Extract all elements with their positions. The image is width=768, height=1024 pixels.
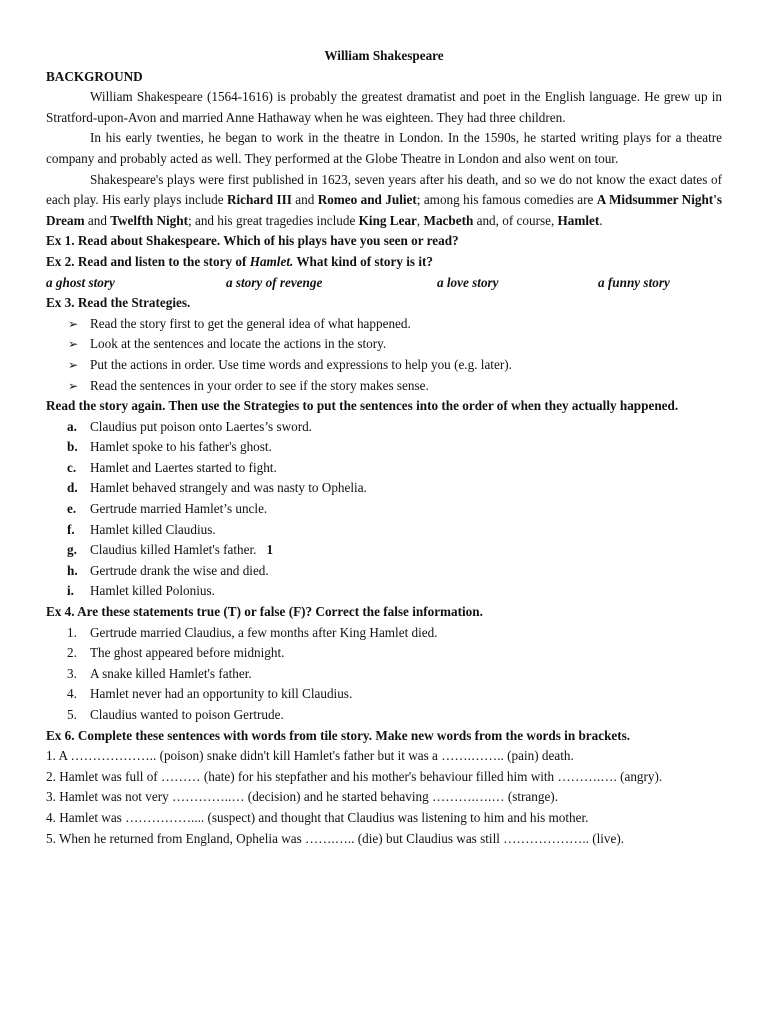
exercise-2-heading: [46, 252, 722, 273]
text: Ex 2. Read and listen to the story of: [46, 253, 250, 269]
text: What kind of story is it?: [293, 253, 433, 269]
sentence-marker: e.: [67, 501, 77, 517]
statement-marker: 4.: [67, 686, 77, 702]
statement-marker: 5.: [67, 707, 77, 722]
sentence-marker: i.: [67, 583, 74, 599]
statements-list: [46, 623, 722, 726]
sentence-marker: d.: [67, 480, 78, 496]
play-title: King Lear: [358, 212, 417, 228]
sentence-marker: g.: [67, 542, 77, 558]
exercise-3-instruction: Read the story again. Then use the Strategies to put the sentences into the order of when they actually happened.: [46, 398, 679, 414]
text: ,: [416, 212, 424, 228]
document-title: William Shakespeare: [324, 48, 444, 63]
sentence-item: [67, 520, 722, 541]
text: and: [84, 212, 111, 228]
strategy-item: ➢ Look at the sentences and locate the actions in the story.: [68, 334, 722, 355]
play-title: Hamlet.: [249, 253, 294, 269]
sentence-marker: b.: [67, 439, 78, 455]
text: Shakespeare's plays were first published in 1623, seven years after his death, and so we do not know the exact dates of each play. His early plays include: [46, 171, 722, 208]
strategy-item: ➢ Put the actions in order. Use time words and expressions to help you (e.g. later).: [68, 355, 722, 376]
strategies-list: [46, 314, 722, 396]
play-title: Hamlet: [557, 212, 600, 228]
sentence-text: Hamlet spoke to his father's ghost.: [90, 439, 272, 455]
sentence-marker: f.: [67, 521, 75, 537]
text: ; and his great tragedies include: [188, 212, 359, 228]
sentence-item: [67, 499, 722, 520]
statement-marker: 1.: [67, 624, 77, 640]
statement-marker: 3.: [67, 665, 77, 681]
statement-marker: 2.: [67, 645, 77, 661]
order-number: 1: [266, 542, 274, 558]
sentence-item: [67, 458, 722, 479]
paragraph-2: In his early twenties, he began to work in the theatre in London. In the 1590s, he started writing plays for a theatre company and probably acted as well. They performed at the Globe Theatre in London and also went on tour.: [46, 130, 722, 166]
background-heading: BACKGROUND: [46, 68, 143, 84]
story-option: a story of revenge: [226, 274, 323, 290]
statement-text: A snake killed Hamlet's father.: [90, 665, 252, 681]
sentence-text: Claudius put poison onto Laertes’s sword.: [90, 418, 312, 434]
sentence-text: Hamlet killed Polonius.: [90, 583, 215, 599]
exercise-6-heading: Ex 6. Complete these sentences with words from tile story. Make new words from the words in brackets.: [46, 727, 631, 743]
paragraph-3: [46, 170, 722, 232]
statement-item: [67, 705, 722, 726]
fill-sentence: 2. Hamlet was full of ……… (hate) for his stepfather and his mother's behaviour filled him with ……….…. (angry).: [46, 768, 663, 784]
play-title: Richard III: [226, 192, 292, 208]
sentence-marker: a.: [67, 418, 77, 434]
sentence-marker: h.: [67, 562, 78, 578]
sentence-item: [67, 561, 722, 582]
fill-sentence: 4. Hamlet was …………….... (suspect) and thought that Claudius was listening to him and his mother.: [46, 809, 589, 825]
statement-text: Gertrude married Claudius, a few months after King Hamlet died.: [90, 624, 438, 640]
story-option: a ghost story: [46, 274, 115, 290]
fill-sentence: 3. Hamlet was not very …………..… (decision) and he started behaving ……….….… (strange).: [46, 789, 558, 805]
sentence-item: [67, 540, 722, 561]
sentence-item: [67, 417, 722, 438]
sentence-item: [67, 437, 722, 458]
text: ; among his famous comedies are: [416, 192, 597, 208]
play-title: A Midsummer Night's Dream: [46, 192, 722, 228]
story-type-options: [46, 273, 722, 294]
strategy-item: ➢ Read the sentences in your order to see if the story makes sense.: [68, 376, 722, 397]
text: and: [291, 192, 318, 208]
sentence-text: Hamlet and Laertes started to fight.: [90, 459, 277, 475]
play-title: Twelfth Night: [110, 212, 188, 228]
text: .: [599, 212, 603, 228]
statement-text: The ghost appeared before midnight.: [90, 645, 285, 661]
fill-sentence: 1. A ……………….. (poison) snake didn't kill Hamlet's father but it was a …….…….. (pain) death.: [46, 748, 574, 764]
sentence-text: Claudius killed Hamlet's father.: [90, 542, 257, 558]
exercise-4-heading: Ex 4. Are these statements true (T) or false (F)? Correct the false information.: [46, 604, 483, 620]
play-title: Romeo and Juliet: [317, 192, 417, 208]
story-option: a love story: [437, 274, 499, 290]
sentence-item: [67, 478, 722, 499]
statement-item: [67, 684, 722, 705]
fill-sentence: 5. When he returned from England, Ophelia was …….….. (die) but Claudius was still ……………….. (live).: [46, 830, 625, 846]
statement-text: Hamlet never had an opportunity to kill Claudius.: [90, 686, 353, 702]
sentence-item: [67, 581, 722, 602]
play-title: Macbeth: [423, 212, 474, 228]
sentence-text: Gertrude married Hamlet’s uncle.: [90, 501, 268, 517]
strategy-item: ➢ Read the story first to get the general idea of what happened.: [68, 314, 722, 335]
sentence-text: Hamlet behaved strangely and was nasty to Ophelia.: [90, 480, 367, 496]
sentence-text: Gertrude drank the wise and died.: [90, 562, 269, 578]
statement-item: [67, 623, 722, 644]
statement-text: Claudius wanted to poison Gertrude.: [90, 707, 284, 722]
statement-item: [67, 664, 722, 685]
sentence-marker: c.: [67, 459, 77, 475]
paragraph-1: William Shakespeare (1564-1616) is probably the greatest dramatist and poet in the English language. He grew up in Stratford-upon-Avon and married Anne Hathaway when he was eighteen. They had three children.: [46, 89, 722, 125]
story-option: a funny story: [598, 274, 670, 290]
sentence-text: Hamlet killed Claudius.: [90, 521, 216, 537]
exercise-1-heading: Ex 1. Read about Shakespeare. Which of his plays have you seen or read?: [46, 233, 459, 249]
exercise-3-heading: Ex 3. Read the Strategies.: [46, 295, 191, 311]
sentences-list: [46, 417, 722, 602]
text: and, of course,: [473, 212, 558, 228]
statement-item: [67, 643, 722, 664]
